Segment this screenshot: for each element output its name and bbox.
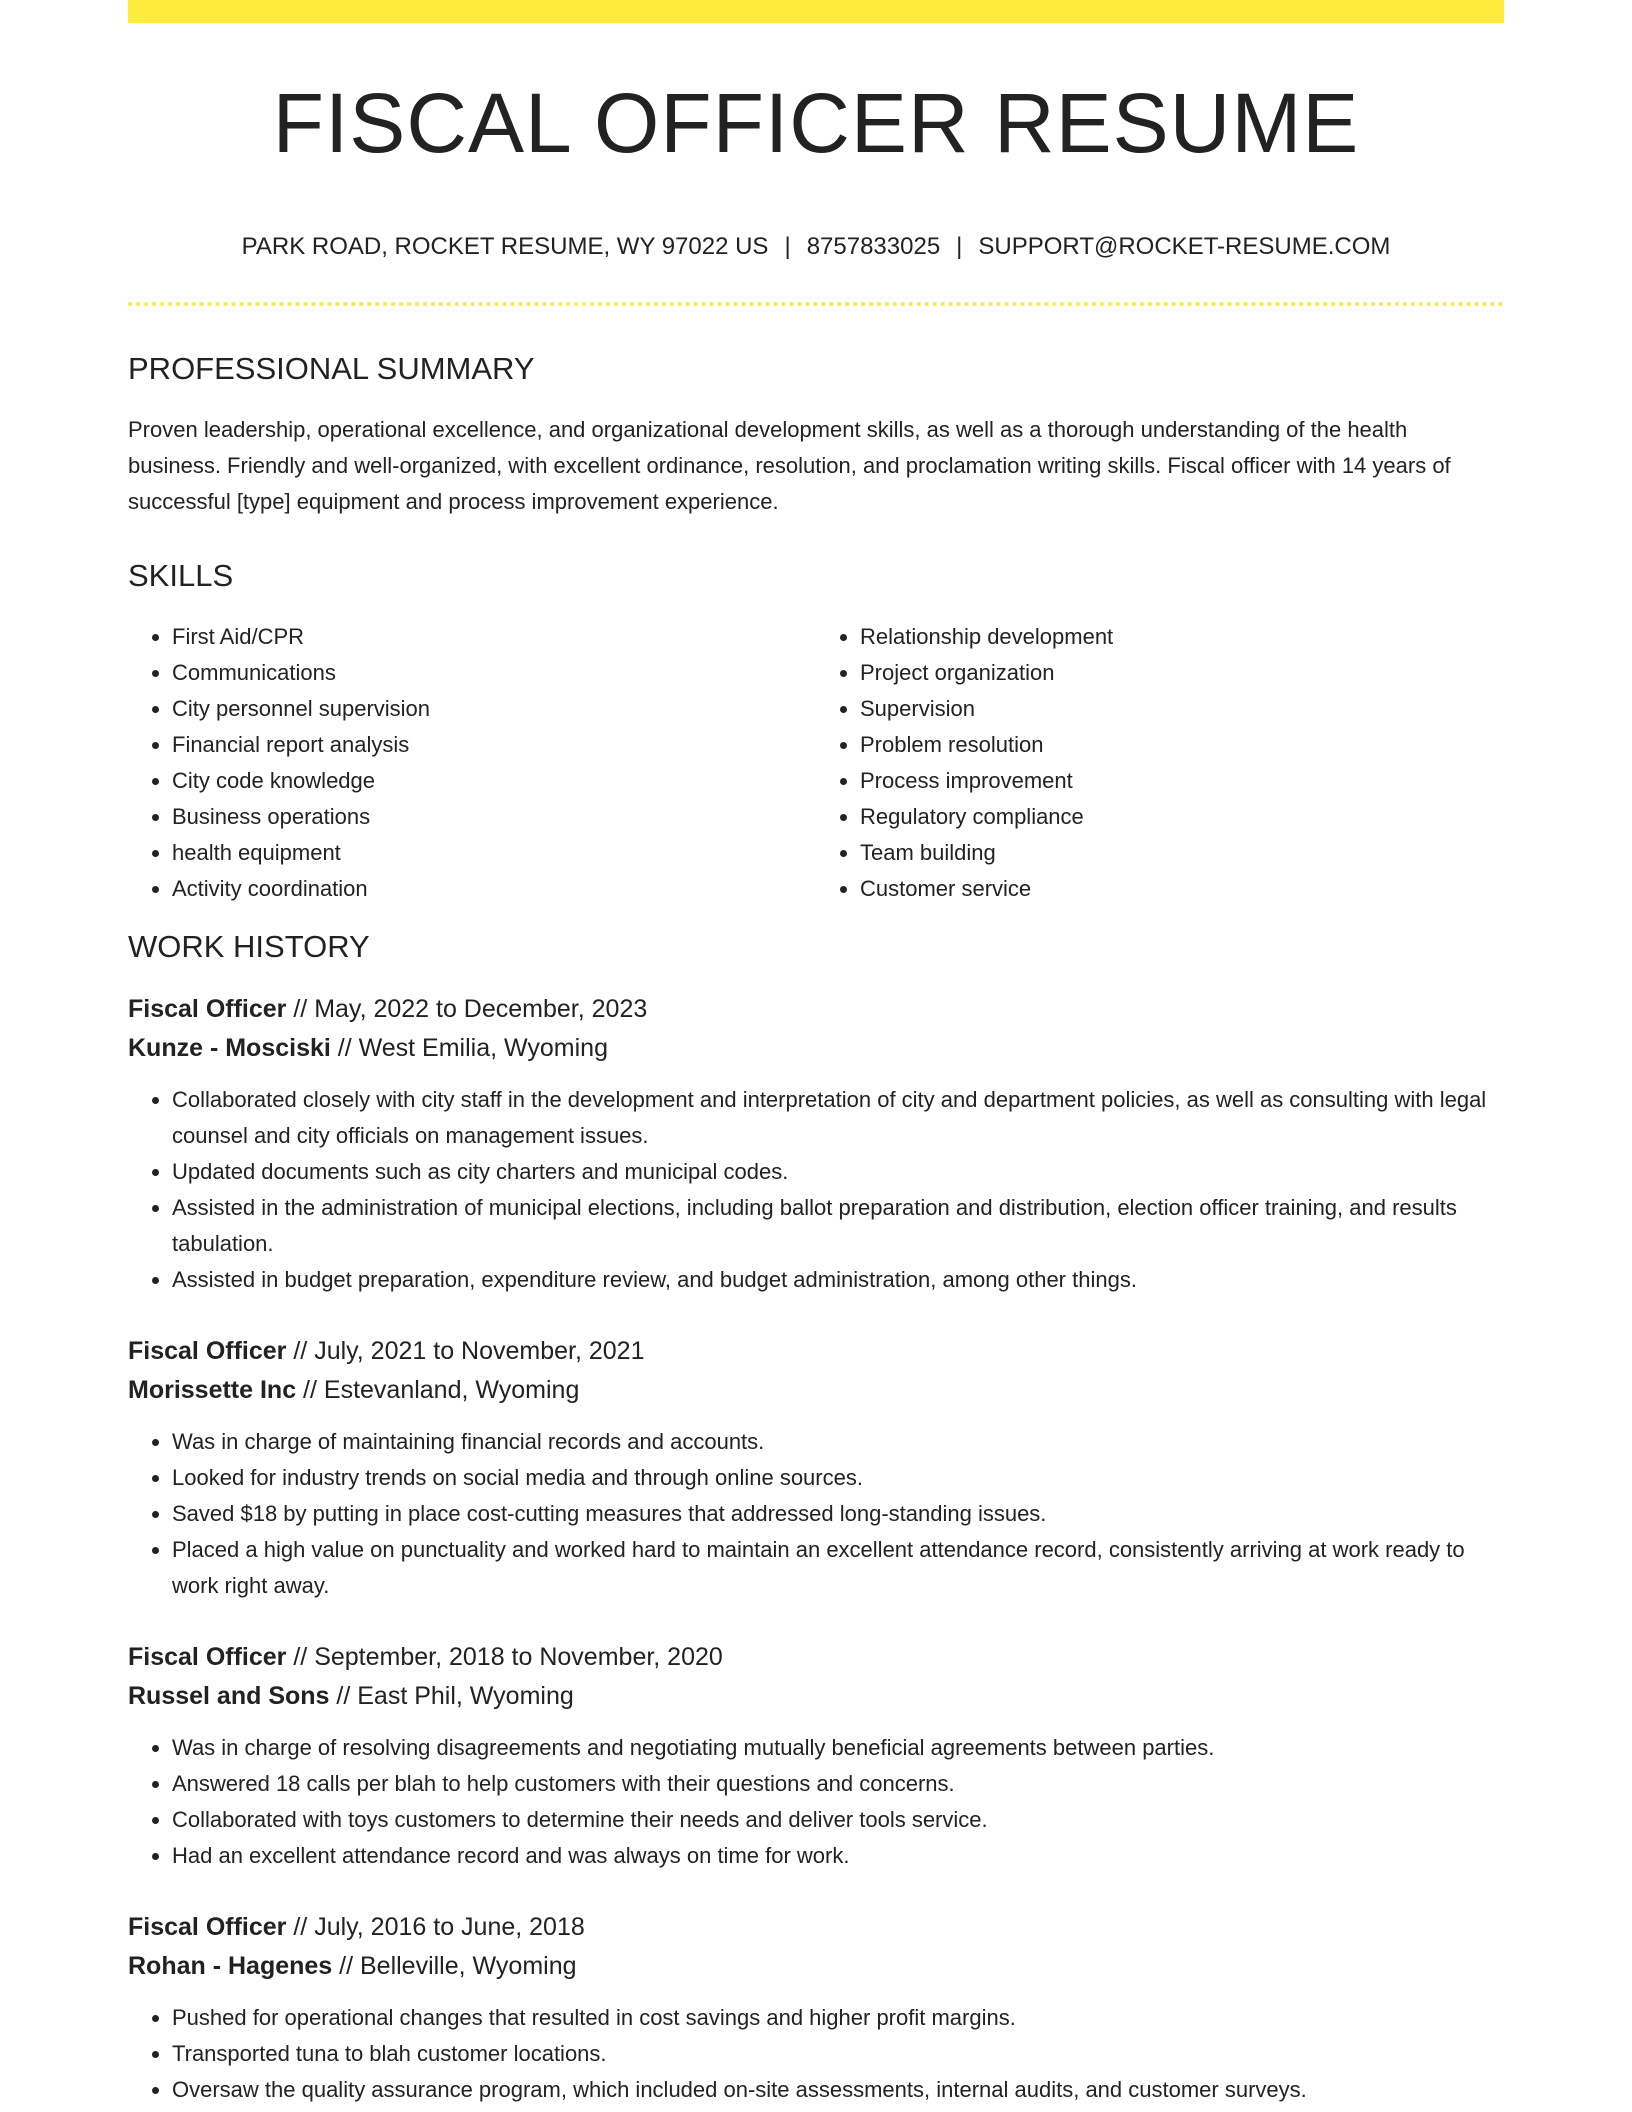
skill-item: • health equipment	[172, 835, 816, 871]
job-bullet: • Updated documents such as city charters and municipal codes.	[172, 1154, 1504, 1190]
job-company-line	[128, 1371, 1504, 1410]
job-bullets	[128, 1082, 1504, 1298]
skill-item: • Supervision	[860, 691, 1504, 727]
job-location: // East Phil, Wyoming	[329, 1682, 574, 1710]
skills-grid	[128, 619, 1504, 907]
skill-item: • Process improvement	[860, 763, 1504, 799]
job-bullet: • Had an excellent attendance record and was always on time for work.	[172, 1838, 1504, 1874]
skills-section	[128, 560, 1504, 907]
dotted-divider	[128, 302, 1504, 306]
job-bullet: • Saved $18 by putting in place cost-cutting measures that addressed long-standing issues.	[172, 1496, 1504, 1532]
job-bullets	[128, 1424, 1504, 1604]
skill-item: • Team building	[860, 835, 1504, 871]
email-link[interactable]: SUPPORT@ROCKET-RESUME.COM	[978, 233, 1391, 260]
job-title: Fiscal Officer	[128, 1643, 287, 1671]
job-title-line	[128, 1638, 1504, 1677]
job-title: Fiscal Officer	[128, 1337, 287, 1365]
company-name: Morissette Inc	[128, 1376, 297, 1404]
job-bullet: • Collaborated with toys customers to determine their needs and deliver tools service.	[172, 1802, 1504, 1838]
job-bullets	[128, 2000, 1504, 2108]
job-dates: // July, 2016 to June, 2018	[286, 1913, 585, 1941]
skill-item: • Financial report analysis	[172, 727, 816, 763]
job-title-line	[128, 1908, 1504, 1947]
job-bullet: • Answered 18 calls per blah to help customers with their questions and concerns.	[172, 1766, 1504, 1802]
separator: |	[784, 233, 791, 260]
skill-item: • City code knowledge	[172, 763, 816, 799]
phone: 8757833025	[806, 233, 941, 260]
job-location: // West Emilia, Wyoming	[330, 1034, 608, 1062]
job-company-line	[128, 1677, 1504, 1716]
job-bullet: • Collaborated closely with city staff in the development and interpretation of city and department policies, as well as consulting with legal counsel and city officials on management issues.	[172, 1082, 1504, 1154]
skills-list-right	[816, 619, 1504, 907]
job-bullet: • Looked for industry trends on social media and through online sources.	[172, 1460, 1504, 1496]
job-bullet: • Assisted in the administration of municipal elections, including ballot preparation and distribution, election officer training, and results tabulation.	[172, 1190, 1504, 1262]
job-dates: // September, 2018 to November, 2020	[286, 1643, 723, 1671]
job-bullet: • Transported tuna to blah customer locations.	[172, 2036, 1504, 2072]
resume-page	[128, 0, 1504, 2108]
skill-item: • Business operations	[172, 799, 816, 835]
accent-bar	[128, 0, 1504, 23]
job-entry	[128, 1638, 1504, 1874]
job-entry	[128, 1908, 1504, 2108]
address: PARK ROAD, ROCKET RESUME, WY 97022 US	[241, 233, 769, 260]
job-title-line	[128, 990, 1504, 1029]
job-title-line	[128, 1332, 1504, 1371]
skill-item: • Communications	[172, 655, 816, 691]
skill-item: • Problem resolution	[860, 727, 1504, 763]
work-history-heading: WORK HISTORY	[128, 929, 370, 964]
job-bullets	[128, 1730, 1504, 1874]
skill-item: • Customer service	[860, 871, 1504, 907]
contact-line	[128, 235, 1504, 259]
work-history-section	[128, 931, 1504, 2108]
summary-heading: PROFESSIONAL SUMMARY	[128, 351, 535, 386]
skills-heading: SKILLS	[128, 558, 234, 593]
job-bullet: • Was in charge of resolving disagreements and negotiating mutually beneficial agreements between parties.	[172, 1730, 1504, 1766]
job-bullet: • Assisted in budget preparation, expenditure review, and budget administration, among other things.	[172, 1262, 1504, 1298]
company-name: Russel and Sons	[128, 1682, 330, 1710]
job-bullet: • Oversaw the quality assurance program, which included on-site assessments, internal audits, and customer surveys.	[172, 2072, 1504, 2108]
skills-list-left	[128, 619, 816, 907]
separator: |	[956, 233, 963, 260]
skill-item: • City personnel supervision	[172, 691, 816, 727]
skill-item: • Project organization	[860, 655, 1504, 691]
page-title: FISCAL OFFICER RESUME	[272, 76, 1360, 170]
summary-section	[128, 353, 1504, 520]
job-location: // Estevanland, Wyoming	[296, 1376, 580, 1404]
skill-item: • First Aid/CPR	[172, 619, 816, 655]
job-bullet: • Placed a high value on punctuality and worked hard to maintain an excellent attendance record, consistently arriving at work ready to work right away.	[172, 1532, 1504, 1604]
job-location: // Belleville, Wyoming	[332, 1952, 577, 1980]
summary-text: Proven leadership, operational excellence, and organizational development skills, as well as a thorough understanding of the health business. Friendly and well-organized, with excellent ordinance, resolution, and proclamation writing skills. Fiscal officer with 14 years of successful [type] equipment and process improvement experience.	[128, 417, 1451, 514]
company-name: Rohan - Hagenes	[128, 1952, 333, 1980]
job-title: Fiscal Officer	[128, 995, 287, 1023]
job-bullet: • Pushed for operational changes that resulted in cost savings and higher profit margins.	[172, 2000, 1504, 2036]
job-entry	[128, 1332, 1504, 1604]
skill-item: • Relationship development	[860, 619, 1504, 655]
skill-item: • Activity coordination	[172, 871, 816, 907]
job-bullet: • Was in charge of maintaining financial records and accounts.	[172, 1424, 1504, 1460]
job-entry	[128, 990, 1504, 1298]
skill-item: • Regulatory compliance	[860, 799, 1504, 835]
job-dates: // July, 2021 to November, 2021	[286, 1337, 645, 1365]
job-company-line	[128, 1947, 1504, 1986]
job-title: Fiscal Officer	[128, 1913, 287, 1941]
job-dates: // May, 2022 to December, 2023	[286, 995, 648, 1023]
company-name: Kunze - Mosciski	[128, 1034, 331, 1062]
job-company-line	[128, 1029, 1504, 1068]
